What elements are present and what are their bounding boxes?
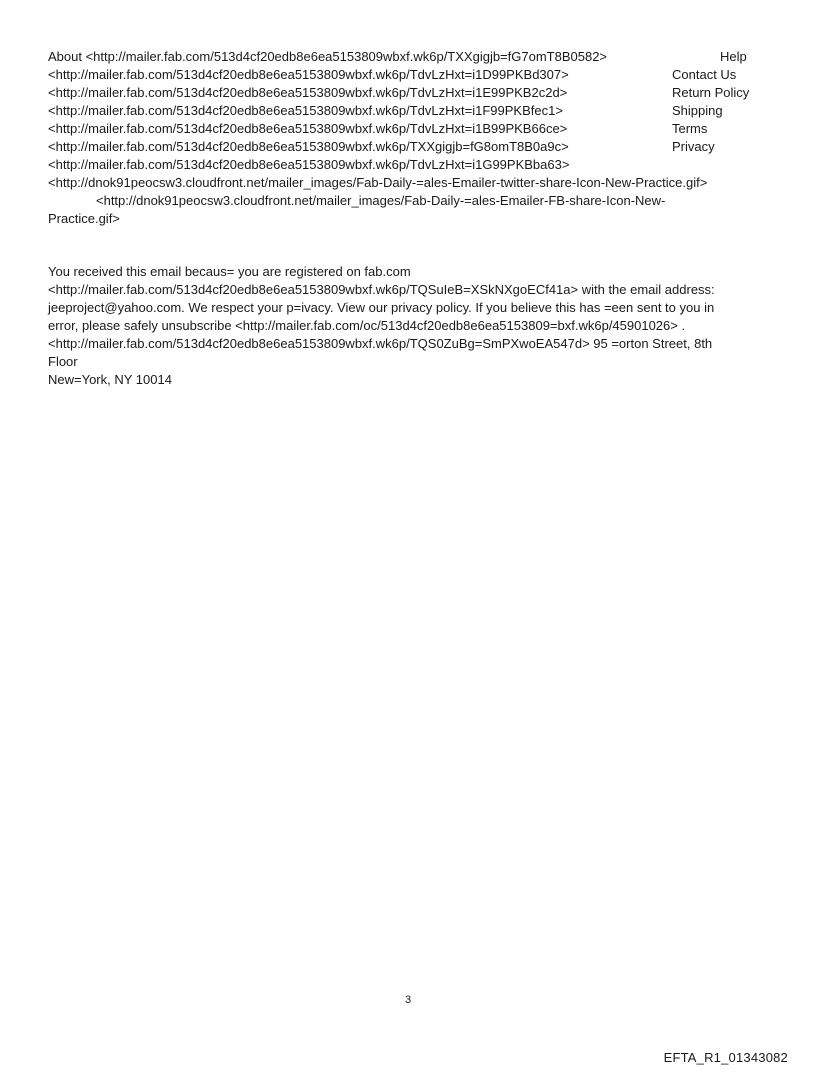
facebook-share-image-url-continued: Practice.gif>	[48, 211, 120, 226]
link-row-privacy	[48, 138, 768, 156]
footer-links-block	[48, 48, 768, 228]
page-number: 3	[404, 994, 412, 1006]
privacy-link[interactable]: Privacy	[672, 139, 715, 154]
address-line: <http://mailer.fab.com/513d4cf20edb8e6ea5153809wbxf.wk6p/TQS0ZuBg=SmPXwoEA547d> 95 =orton Street, 8th	[48, 336, 713, 351]
shipping-link[interactable]: Shipping	[672, 103, 723, 118]
facebook-share-image-url[interactable]: <http://dnok91peocsw3.cloudfront.net/mailer_images/Fab-Daily-=ales-Emailer-FB-share-Icon-New-	[96, 193, 666, 208]
link-row-privacy-url	[48, 156, 768, 174]
share-icons-block	[48, 174, 768, 228]
help-link[interactable]: Help	[720, 49, 747, 64]
link-row-contact	[48, 66, 768, 84]
link-row-shipping	[48, 102, 768, 120]
notice-line: You received this email becaus= you are registered on fab.com	[48, 264, 411, 279]
contact-us-url[interactable]: <http://mailer.fab.com/513d4cf20edb8e6ea5153809wbxf.wk6p/TdvLzHxt=i1E99PKB2c2d>	[48, 85, 568, 100]
privacy-url[interactable]: <http://mailer.fab.com/513d4cf20edb8e6ea5153809wbxf.wk6p/TdvLzHxt=i1G99PKBba63>	[48, 157, 570, 172]
address-line: New=York, NY 10014	[48, 372, 172, 387]
address-line: Floor	[48, 354, 78, 369]
link-row-about	[48, 48, 768, 66]
unsubscribe-line[interactable]: error, please safely unsubscribe <http://mailer.fab.com/oc/513d4cf20edb8e6ea5153809=bxf.wk6p/45901026> .	[48, 318, 686, 333]
twitter-share-image-url[interactable]: <http://dnok91peocsw3.cloudfront.net/mailer_images/Fab-Daily-=ales-Emailer-twitter-share-Icon-New-Practice.gif>	[48, 175, 708, 190]
return-policy-link[interactable]: Return Policy	[672, 85, 750, 100]
help-url[interactable]: <http://mailer.fab.com/513d4cf20edb8e6ea5153809wbxf.wk6p/TdvLzHxt=i1D99PKBd307>	[48, 67, 569, 82]
bates-number: EFTA_R1_01343082	[663, 1050, 788, 1065]
notice-line: jeeproject@yahoo.com. We respect your p=ivacy. View our privacy policy. If you believe this has =een sent to you in	[48, 300, 715, 315]
about-link[interactable]: About <http://mailer.fab.com/513d4cf20edb8e6ea5153809wbxf.wk6p/TXXgigjb=fG7omT8B0582>	[48, 49, 608, 64]
notice-line[interactable]: <http://mailer.fab.com/513d4cf20edb8e6ea5153809wbxf.wk6p/TQSuIeB=XSkNXgoECf41a> with the email address:	[48, 282, 715, 297]
shipping-url[interactable]: <http://mailer.fab.com/513d4cf20edb8e6ea5153809wbxf.wk6p/TdvLzHxt=i1B99PKB66ce>	[48, 121, 568, 136]
terms-url[interactable]: <http://mailer.fab.com/513d4cf20edb8e6ea5153809wbxf.wk6p/TXXgigjb=fG8omT8B0a9c>	[48, 139, 569, 154]
registration-notice	[48, 263, 764, 389]
link-row-return-policy	[48, 84, 768, 102]
return-policy-url[interactable]: <http://mailer.fab.com/513d4cf20edb8e6ea5153809wbxf.wk6p/TdvLzHxt=i1F99PKBfec1>	[48, 103, 563, 118]
terms-link[interactable]: Terms	[672, 121, 708, 136]
contact-us-link[interactable]: Contact Us	[672, 67, 737, 82]
link-row-terms	[48, 120, 768, 138]
